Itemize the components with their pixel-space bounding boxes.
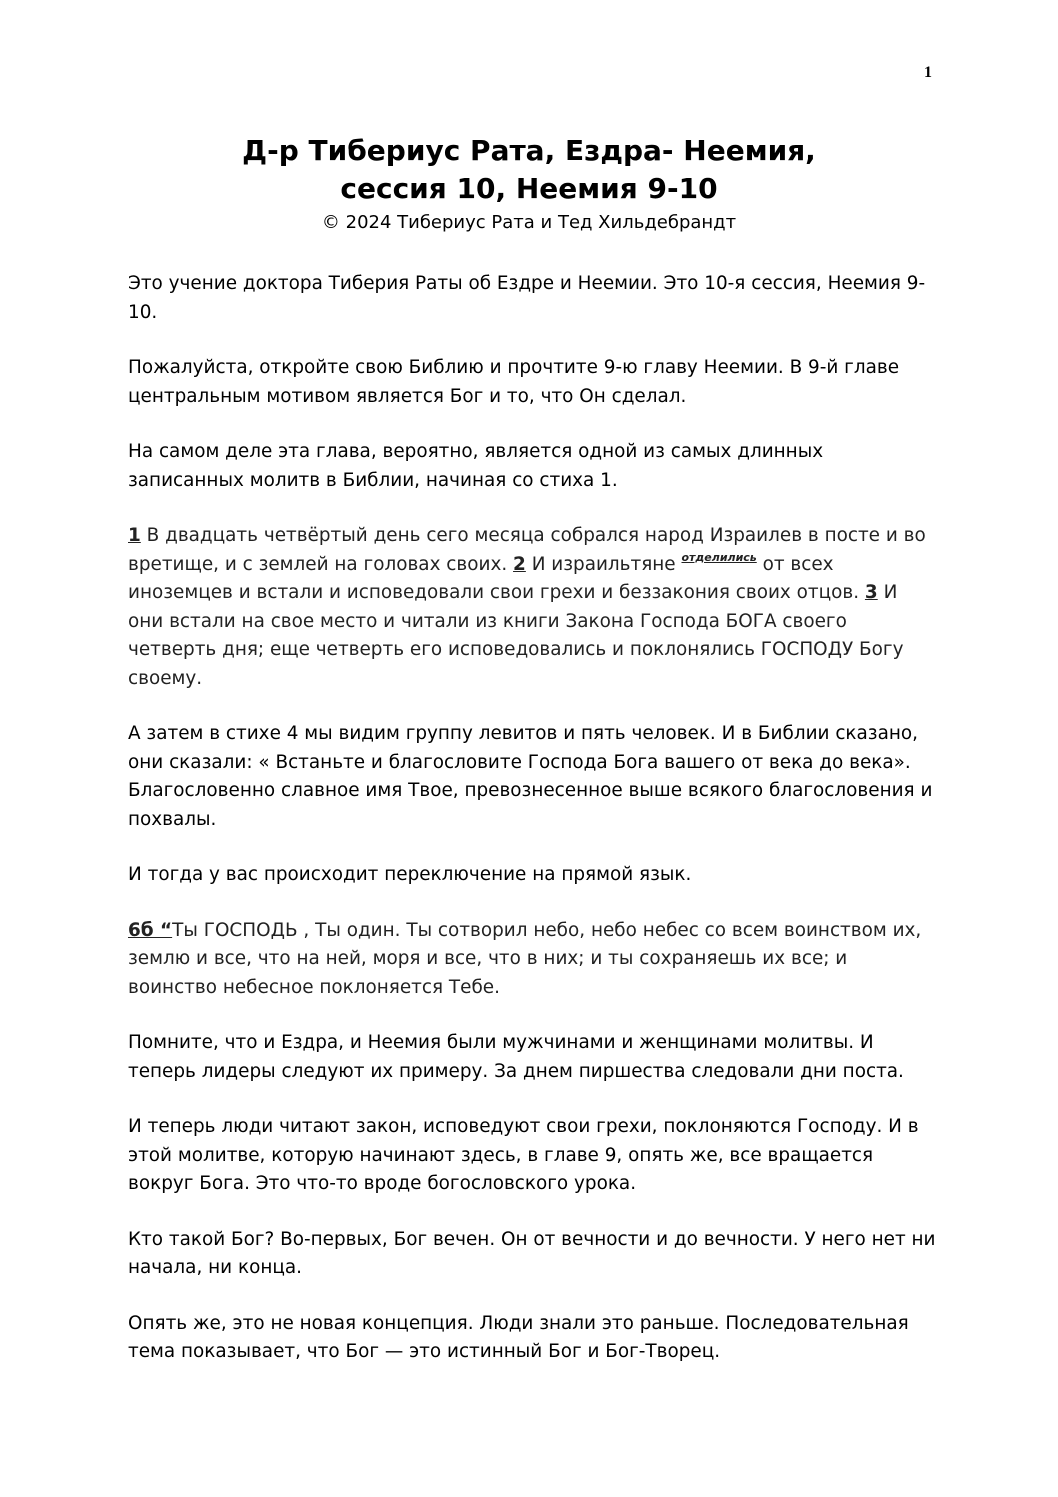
verse-number-6b: 6б “	[128, 919, 173, 941]
paragraph-longest-prayer: На самом деле эта глава, вероятно, является одной из самых длинных записанных молитв в Библии, начиная со стиха 1.	[128, 441, 824, 491]
verse-number-3: 3	[864, 582, 878, 603]
verse-text-1: В двадцать четвёртый день сего месяца собрался народ Израилев в посте и во вретище, и с землей на головах своих.	[128, 525, 926, 575]
verse-text-2a: И израильтяне	[525, 553, 682, 575]
verse-annotation-word: отделились	[681, 550, 757, 564]
scripture-quote-verse-6b	[128, 917, 938, 1003]
paragraph-open-bible: Пожалуйста, откройте свою Библию и прочтите 9-ю главу Неемии. В 9-й главе центральным мотивом является Бог и то, что Он сделал.	[128, 357, 900, 407]
title-block	[0, 132, 1058, 236]
title-line-2: сессия 10, Неемия 9-10	[340, 172, 718, 205]
paragraph-direct-language: И тогда у вас происходит переключение на прямой язык.	[128, 864, 692, 885]
verse-text-6b: Ты ГОСПОДЬ , Ты один. Ты сотворил небо, небо небес со всем воинством их, землю и все, что на ней, моря и все, что в них; и ты сохраняешь их все; и воинство небесное поклоняется Тебе.	[128, 919, 922, 998]
page-number: 1	[924, 64, 932, 81]
paragraph-intro: Это учение доктора Тиберия Раты об Ездре и Неемии. Это 10-я сессия, Неемия 9-10.	[128, 273, 926, 323]
verse-number-2: 2	[513, 553, 526, 575]
paragraph-levites: А затем в стихе 4 мы видим группу левитов и пять человек. И в Библии сказано, они сказали: « Встаньте и благословите Господа Бога вашего от века до века». Благословенно славное имя Твое, превознесенное выше всякого благословения и похвалы.	[128, 723, 933, 830]
copyright-line: © 2024 Тибериус Рата и Тед Хильдебрандт	[321, 212, 737, 233]
paragraph-theology-lesson: И теперь люди читают закон, исповедуют свои грехи, поклоняются Господу. И в этой молитве, которую начинают здесь, в главе 9, опять же, все вращается вокруг Бога. Это что-то вроде богословского урока.	[128, 1116, 919, 1194]
document-body	[128, 270, 938, 1394]
paragraph-creator: Опять же, это не новая концепция. Люди знали это раньше. Последовательная тема показывает, что Бог — это истинный Бог и Бог-Творец.	[128, 1312, 909, 1362]
paragraph-prayer-people: Помните, что и Ездра, и Неемия были мужчинами и женщинами молитвы. И теперь лидеры следуют их примеру. За днем пиршества следовали дни поста.	[128, 1032, 904, 1082]
verse-text-3: И они встали на свое место и читали из книги Закона Господа БОГА своего четверть дня; еще четверть его исповедовались и поклонялись ГОСПОДУ Богу своему.	[128, 582, 904, 689]
verse-number-1: 1	[128, 525, 141, 546]
paragraph-who-is-god: Кто такой Бог? Во-первых, Бог вечен. Он от вечности и до вечности. У него нет ни начала, ни конца.	[128, 1228, 936, 1278]
title-line-1: Д-р Тибериус Рата, Ездра- Неемия,	[242, 134, 816, 167]
scripture-quote-verses-1-3	[128, 522, 938, 693]
verse-text-2b: от всех иноземцев и встали и исповедовали свои грехи и беззакония своих отцов.	[128, 553, 865, 603]
